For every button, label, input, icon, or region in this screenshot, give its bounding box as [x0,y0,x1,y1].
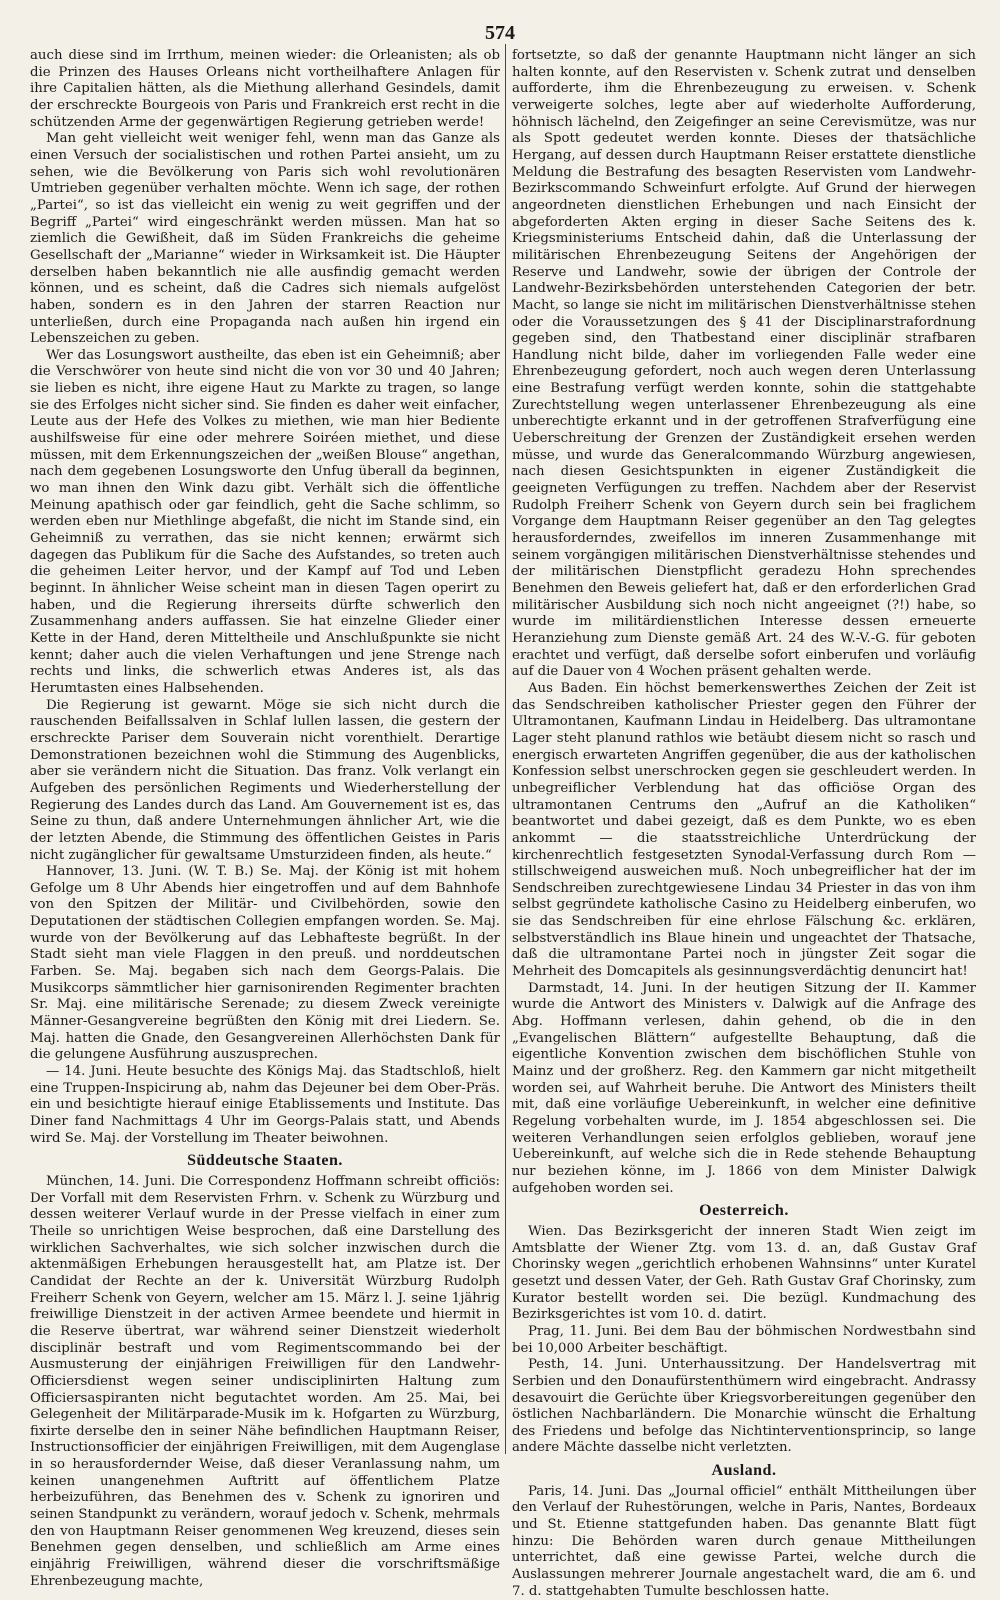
section-heading: Oesterreich. [699,1202,789,1220]
article-paragraph: Prag, 11. Juni. Bei dem Bau der böhmischen Nordwestbahn sind bei 10,000 Arbeiter beschäftigt. [512,1323,976,1356]
article-paragraph: Wien. Das Bezirksgericht der inneren Stadt Wien zeigt im Amtsblatte der Wiener Ztg. vom 13. d. an, daß Gustav Graf Chorinsky wegen „gerichtlich erhobenen Wahnsinns“ unter Kuratel gesetzt und dessen Vater, der Geh. Rath Gustav Graf Chorinsky, zum Kurator bestellt worden sei. Die bezügl. Kundmachung des Bezirksgerichtes ist vom 10. d. datirt. [512,1223,976,1323]
article-paragraph: Aus Baden. Ein höchst bemerkenswerthes Zeichen der Zeit ist das Sendschreiben katholischer Priester gegen den Führer der Ultramontanen, Kaufmann Lindau in Heidelberg. Das ultramontane Lager steht planund rathlos wie betäubt diesem nicht so rasch und energisch erwarteten Angriffen gegenüber, die aus der katholischen Konfession selbst unerschrocken gegen sie geschleudert werden. In unbegreiflicher Verblendung hat das officiöse Organ des ultramontanen Centrums den „Aufruf an die Katholiken“ beantwortet und dabei gezeigt, daß es dem Punkte, wo es eben ankommt — die staatsstreichliche Unterdrückung der kirchenrechtlich festgesetzten Synodal-Verfassung durch Rom — stillschweigend ausweichen muß. Noch unbegreiflicher hat der im Sendschreiben zurechtgewiesene Lindau 34 Priester in das von ihm selbst gegründete katholische Casino zu Heidelberg einberufen, wo sie das Sendschreiben für eine ehrlose Fälschung &c. erklären, selbstverständlich ins Blaue hinein und ungeachtet der Thatsache, daß die ultramontane Partei noch in jüngster Zeit sogar die Mehrheit des Domcapitels als gesinnungsverdächtig denuncirt hat! [512,680,976,980]
page-number: 574 [485,22,515,44]
article-paragraph: fortsetzte, so daß der genannte Hauptmann nicht länger an sich halten konnte, auf den Reservisten v. Schenk zutrat und denselben aufforderte, ihm die Ehrenbezeugung zu erweisen. v. Schenk verweigerte solches, legte aber auf wiederholte Aufforderung, höhnisch lächelnd, den Zeigefinger an seine Cerevismütze, was nur als Spott gedeutet werden konnte. Dieses der thatsächliche Hergang, auf dessen durch Hauptmann Reiser erstattete dienstliche Meldung die Bestrafung des besagten Reservisten vom Landwehr-Bezirkscommando Schweinfurt erfolgte. Auf Grund der hierwegen angeordneten dienstlichen Erhebungen und nach Einsicht der abgeforderten Akten erging in dieser Sache Seitens des k. Kriegsministeriums Entscheid dahin, daß die Unterlassung der militärischen Ehrenbezeugung Seitens der Angehörigen der Reserve und Landwehr, sowie der übrigen der Controle der Landwehr-Bezirksbehörden unterstehenden Categorien der betr. Macht, so lange sie nicht im militärischen Dienstverhältnisse stehen oder die Voraussetzungen des § 41 der Disciplinarstrafordnung gegeben sind, den Thatbestand einer disciplinär strafbaren Handlung nicht bilde, daher im vorliegenden Falle weder eine Ehrenbezeugung gefordert, noch auch wegen deren Unterlassung eine Bestrafung verfügt werden konnte, sohin die stattgehabte Zurechtstellung wegen unterlassener Ehrenbezeugung als eine unberechtigte erkannt und in der getroffenen Strafverfügung eine Ueberschreitung der Grenzen der Zuständigkeit ersehen werden müsse, und wurde das Generalcommando Würzburg angewiesen, nach diesen Gesichtspunkten in eigener Zuständigkeit die geeigneten Verfügungen zu treffen. Nachdem aber der Reservist Rudolph Freiherr Schenk von Geyern durch sein bei fraglichem Vorgange dem Hauptmann Reiser gegenüber an den Tag gelegtes herausforderndes, zweifellos im inneren Zusammenhange mit seinem vorgängigen militärischen Dienstverhältnisse stehendes und der militärischen Dienstpflicht geradezu Hohn sprechendes Benehmen den Beweis geliefert hat, daß er den erforderlichen Grad militärischer Ausbildung sich noch nicht angeeignet (?!) habe, so wurde im militärdienstlichen Interesse dessen erneuerte Heranziehung zum Dienste gemäß Art. 24 des W.-V.-G. für geboten erachtet und verfügt, daß derselbe sofort einberufen und vorläufig auf die Dauer von 4 Wochen präsent gehalten werde. [512,48,976,680]
article-paragraph: Wer das Losungswort austheilte, das eben ist ein Geheimniß; aber die Verschwörer von heute sind nicht die von vor 30 und 40 Jahren; sie lieben es nicht, ihre eigene Haut zu Markte zu tragen, so lange sie des Erfolges nicht sicher sind. Sie finden es daher weit einfacher, Leute aus der Hefe des Volkes zu miethen, wie man hier Bediente aushilfsweise für eine oder mehrere Soiréen miethet, und diese müssen, mit dem Erkennungszeichen der „weißen Blouse“ angethan, nach dem gegebenen Losungsworte den Unfug überall da beginnen, wo man ihnen den Wink dazu gibt. Verhält sich die öffentliche Meinung apathisch oder gar feindlich, geht die Sache schlimm, so werden eben nur Miethlinge abgefaßt, die nicht im Stande sind, ein Geheimniß zu verrathen, das sie nicht kennen; erwärmt sich dagegen das Publikum für die Sache des Aufstandes, so treten auch die geheimen Leiter hervor, und der Kampf auf Tod und Leben beginnt. In ähnlicher Weise scheint man in diesen Tagen operirt zu haben, und die Regierung ihrerseits dürfte schwerlich den Zusammenhang anders auffassen. Sie hat einzelne Glieder einer Kette in der Hand, deren Mitteltheile und Anschlußpunkte sie nicht kennt; daher auch die vielen Verhaftungen und jene Strenge nach rechts und links, die schwerlich etwas Anderes ist, als das Herumtasten eines Halbsehenden. [30,347,500,696]
article-paragraph: Darmstadt, 14. Juni. In der heutigen Sitzung der II. Kammer wurde die Antwort des Ministers v. Dalwigk auf die Anfrage des Abg. Hoffmann verlesen, dahin gehend, ob die in den „Evangelischen Blättern“ aufgestellte Behauptung, daß die eigentliche Konvention zwischen dem bischöflichen Stuhle von Mainz und der großherz. Reg. den Kammern gar nicht mitgetheilt worden sei, auf Wahrheit beruhe. Die Antwort des Ministers theilt mit, daß eine vorläufige Uebereinkunft, in welcher eine definitive Regelung vorbehalten wurde, im J. 1854 abgeschlossen sei. Die weiteren Verhandlungen seien erfolglos geblieben, worauf jene Uebereinkunft, auf welche sich die in Rede stehende Behauptung nur beziehen könne, im J. 1866 von dem Minister Dalwigk aufgehoben worden sei. [512,980,976,1196]
column-divider [505,44,506,1454]
article-paragraph: Pesth, 14. Juni. Unterhaussitzung. Der Handelsvertrag mit Serbien und den Donaufürstenthümern wird eingebracht. Andrassy desavouirt die Gerüchte über Kriegsvorbereitungen gegenüber den östlichen Nachbarländern. Die Monarchie wünscht die Erhaltung des Friedens und befolge das Nichtinterventionsprincip, so lange andere Mächte dasselbe nicht verletzten. [512,1357,976,1456]
article-paragraph: Paris, 14. Juni. Das „Journal officiel“ enthält Mittheilungen über den Verlauf der Ruhestörungen, welche in Paris, Nantes, Bordeaux und St. Etienne stattgefunden haben. Das genannte Blatt fügt hinzu: Die Behörden waren durch genaue Mittheilungen unterrichtet, daß eine gewisse Partei, welche durch die Auslassungen mehrerer Journale angestachelt ward, die am 6. und 7. d. stattgehabten Tumulte beschlossen hatte. [512,1483,976,1599]
article-paragraph: auch diese sind im Irrthum, meinen wieder: die Orleanisten; als ob die Prinzen des Hauses Orleans nicht vortheilhaftere Anlagen für ihre Capitalien hätten, als die Miethung allerhand Gesindels, damit der erschreckte Bourgeois von Paris und Frankreich erst recht in die schützenden Arme der gegenwärtigen Regierung getrieben werde! [30,48,500,130]
article-paragraph: Man geht vielleicht weit weniger fehl, wenn man das Ganze als einen Versuch der socialistischen und rothen Partei ansieht, um zu sehen, wie die Bevölkerung von Paris sich wohl revolutionären Umtrieben gegenüber verhalten möchte. Wenn ich sage, der rothen „Partei“, so ist das vielleicht ein wenig zu weit gegriffen und der Begriff „Partei“ wird eingeschränkt werden müssen. Man hat so ziemlich die Gewißheit, daß im Süden Frankreichs die geheime Gesellschaft der „Marianne“ wieder in Wirksamkeit ist. Die Häupter derselben haben bekanntlich nie alle ausfindig gemacht werden können, und es scheint, daß die Cadres sich niemals aufgelöst haben, sondern es in den Jahren der starren Reaction nur unterließen, durch eine Propaganda nach außen hin irgend ein Lebenszeichen zu geben. [30,131,500,347]
article-paragraph: Die Regierung ist gewarnt. Möge sie sich nicht durch die rauschenden Beifallssalven in Schlaf lullen lassen, die gestern der erschreckte Pariser dem Souverain nicht vorenthielt. Derartige Demonstrationen bezeichnen wohl die Stimmung des Augenblicks, aber sie verändern nicht die Situation. Das franz. Volk verlangt ein Aufgeben des persönlichen Regiments und Wiederherstellung der Regierung des Landes durch das Land. Am Gouvernement ist es, das Seine zu thun, daß andere Unternehmungen ähnlicher Art, wie die der letzten Abende, die Stimmung des öffentlichen Geistes in Paris nicht zugänglicher für gewaltsame Umsturzideen finden, als heute.“ [30,697,500,863]
right-column [512,48,976,1599]
article-paragraph: München, 14. Juni. Die Correspondenz Hoffmann schreibt officiös: Der Vorfall mit dem Reservisten Frhrn. v. Schenk zu Würzburg und dessen weiterer Verlauf wurde in der Presse vielfach in einer zum Theile so unrichtigen Weise besprochen, daß eine Darstellung des wirklichen Sachverhaltes, wie sich solcher inzwischen durch die aktenmäßigen Erhebungen herausgestellt hat, am Platze ist. Der Candidat der Rechte an der k. Universität Würzburg Rudolph Freiherr Schenk von Geyern, welcher am 15. März l. J. seine 1jährig freiwillige Dienstzeit in der activen Armee beendete und hiermit in die Reserve übertrat, war während seiner Dienstzeit wiederholt disciplinär bestraft und vom Regimentscommando bei der Ausmusterung der einjährigen Freiwilligen für den Landwehr-Officiersdienst wegen seiner undisciplinirten Haltung zum Officiersaspiranten nicht begutachtet worden. Am 25. Mai, bei Gelegenheit der Militärparade-Musik im k. Hofgarten zu Würzburg, fixirte derselbe den in seiner Nähe befindlichen Hauptmann Reiser, Instructionsofficier der einjährigen Freiwilligen, mit dem Augenglase in so herausfordernder Weise, daß dieser Veranlassung nahm, um keinen unangenehmen Auftritt auf öffentlichem Platze herbeizuführen, das Benehmen des v. Schenk zu ignoriren und seinen Standpunkt zu verändern, worauf jedoch v. Schenk, mehrmals den von Hauptmann Reiser genommenen Weg kreuzend, dieses sein Benehmen gegen denselben, und schließlich am Arme eines einjährig Freiwilligen, während dieser die vorschriftsmäßige Ehrenbezeugung machte, [30,1173,500,1589]
section-heading: Süddeutsche Staaten. [187,1152,343,1170]
article-paragraph: Hannover, 13. Juni. (W. T. B.) Se. Maj. der König ist mit hohem Gefolge um 8 Uhr Abends hier eingetroffen und auf dem Bahnhofe von den Spitzen der Militär- und Civilbehörden, sowie den Deputationen der städtischen Collegien empfangen worden. Se. Maj. wurde von der Bevölkerung auf das Lebhafteste begrüßt. In der Stadt sieht man viele Flaggen in den preuß. und norddeutschen Farben. Se. Maj. begaben sich nach dem Georgs-Palais. Die Musikcorps sämmtlicher hier garnisonirenden Regimenter brachten Sr. Maj. eine militärische Serenade; zu diesem Zweck vereinigte Männer-Gesangvereine begrüßten den König mit drei Liedern. Se. Maj. hatten die Gnade, den Gesangvereinen Allerhöchsten Dank für die gelungene Ausführung auszusprechen. [30,864,500,1063]
left-column [30,48,500,1589]
section-heading: Ausland. [711,1462,777,1480]
article-paragraph: — 14. Juni. Heute besuchte des Königs Maj. das Stadtschloß, hielt eine Truppen-Inspicirung ab, nahm das Dejeuner bei dem Ober-Präs. ein und besichtigte hierauf einige Etablissements und Institute. Das Diner fand Nachmittags 4 Uhr im Georgs-Palais statt, und Abends wird Se. Maj. der Vorstellung im Theater beiwohnen. [30,1064,500,1146]
